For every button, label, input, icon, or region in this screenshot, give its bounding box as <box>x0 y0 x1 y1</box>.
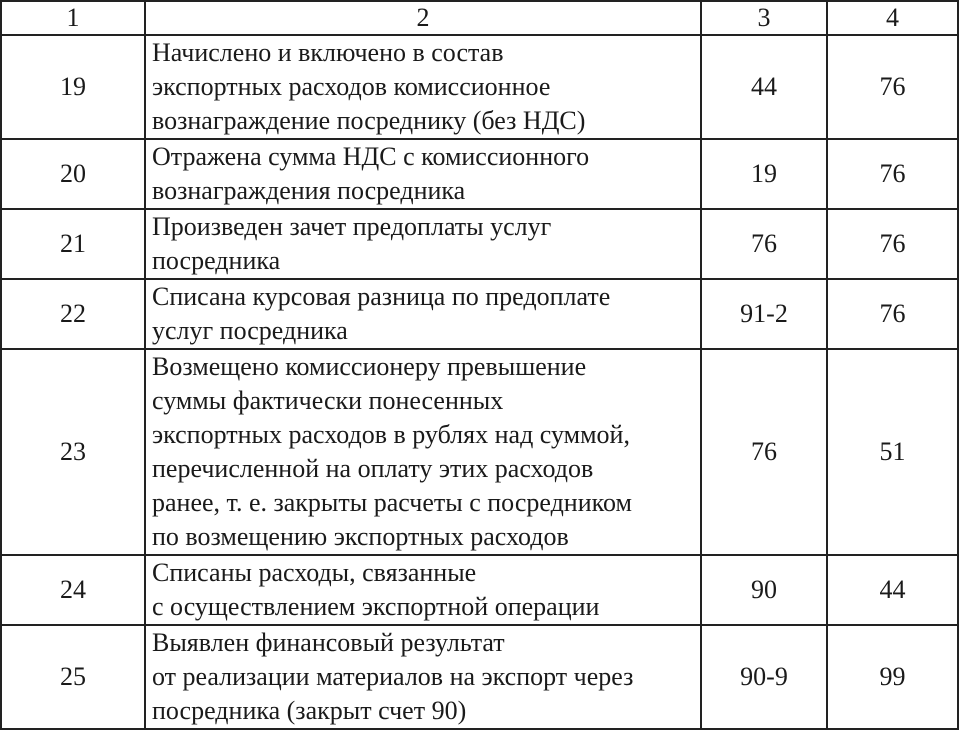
description-line: посредника <box>152 246 281 275</box>
description-line: Отражена сумма НДС с комиссионного <box>152 142 590 171</box>
description-line: вознаграждение посреднику (без НДС) <box>152 106 586 135</box>
description-line: Возмещено комиссионеру превышение <box>152 352 587 381</box>
credit-account: 44 <box>827 555 958 625</box>
row-description <box>145 625 701 729</box>
description-line: Списаны расходы, связанные <box>152 558 477 587</box>
table-row <box>1 35 958 139</box>
credit-account: 99 <box>827 625 958 729</box>
table-row <box>1 279 958 349</box>
row-number: 23 <box>1 349 145 555</box>
description-line: ранее, т. е. закрыты расчеты с посредником <box>152 488 632 517</box>
header-col-1: 1 <box>1 1 145 35</box>
row-description <box>145 209 701 279</box>
row-description <box>145 555 701 625</box>
row-description <box>145 35 701 139</box>
debit-account: 44 <box>701 35 827 139</box>
table-row <box>1 349 958 555</box>
row-number: 24 <box>1 555 145 625</box>
row-description <box>145 349 701 555</box>
debit-account: 90 <box>701 555 827 625</box>
description-line: суммы фактически понесенных <box>152 386 504 415</box>
row-number: 20 <box>1 139 145 209</box>
description-line: Списана курсовая разница по предоплате <box>152 282 611 311</box>
debit-account: 90-9 <box>701 625 827 729</box>
header-row <box>1 1 958 35</box>
description-line: с осуществлением экспортной операции <box>152 592 600 621</box>
credit-account: 76 <box>827 35 958 139</box>
description-line: Выявлен финансовый результат <box>152 628 505 657</box>
header-col-2: 2 <box>145 1 701 35</box>
header-col-3: 3 <box>701 1 827 35</box>
credit-account: 76 <box>827 209 958 279</box>
description-line: экспортных расходов комиссионное <box>152 72 551 101</box>
description-line: перечисленной на оплату этих расходов <box>152 454 594 483</box>
description-line: от реализации материалов на экспорт через <box>152 662 634 691</box>
credit-account: 76 <box>827 139 958 209</box>
row-description <box>145 279 701 349</box>
debit-account: 76 <box>701 209 827 279</box>
row-description <box>145 139 701 209</box>
row-number: 21 <box>1 209 145 279</box>
description-line: услуг посредника <box>152 316 348 345</box>
credit-account: 76 <box>827 279 958 349</box>
row-number: 25 <box>1 625 145 729</box>
debit-account: 91-2 <box>701 279 827 349</box>
description-line: вознаграждения посредника <box>152 176 466 205</box>
table-row <box>1 209 958 279</box>
description-line: Начислено и включено в состав <box>152 38 504 67</box>
debit-account: 19 <box>701 139 827 209</box>
description-line: посредника (закрыт счет 90) <box>152 696 467 725</box>
header-col-4: 4 <box>827 1 958 35</box>
description-line: Произведен зачет предоплаты услуг <box>152 212 552 241</box>
row-number: 22 <box>1 279 145 349</box>
table-row <box>1 625 958 729</box>
debit-account: 76 <box>701 349 827 555</box>
table-row <box>1 139 958 209</box>
description-line: экспортных расходов в рублях над суммой, <box>152 420 630 449</box>
description-line: по возмещению экспортных расходов <box>152 522 569 551</box>
credit-account: 51 <box>827 349 958 555</box>
table-row <box>1 555 958 625</box>
row-number: 19 <box>1 35 145 139</box>
